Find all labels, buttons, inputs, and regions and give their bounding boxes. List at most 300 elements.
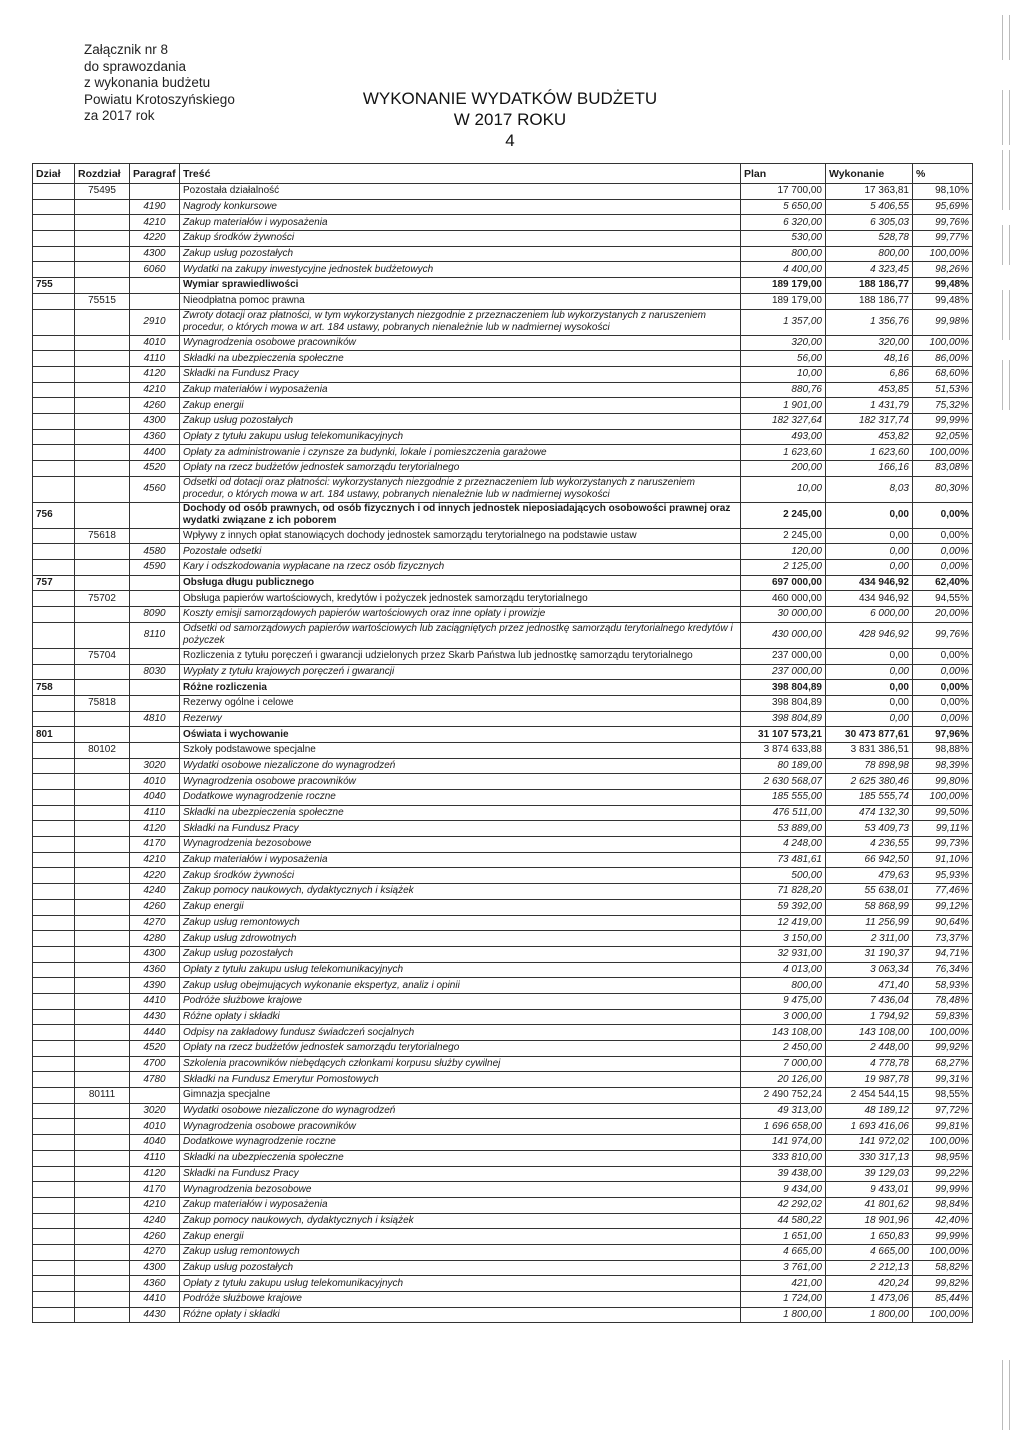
cell-paragraf [130, 648, 180, 664]
cell-procent: 100,00% [913, 790, 973, 806]
cell-dzial [33, 215, 75, 231]
cell-dzial [33, 335, 75, 351]
cell-wykonanie: 8,03 [826, 476, 913, 502]
cell-procent: 58,93% [913, 978, 973, 994]
cell-procent: 100,00% [913, 1244, 973, 1260]
table-row [33, 382, 973, 398]
cell-tresc: Oświata i wychowanie [180, 727, 741, 743]
cell-procent: 99,48% [913, 278, 973, 294]
cell-plan: 1 724,00 [741, 1292, 826, 1308]
cell-wykonanie: 0,00 [826, 544, 913, 560]
cell-procent: 62,40% [913, 575, 973, 591]
cell-dzial [33, 915, 75, 931]
table-row [33, 1135, 973, 1151]
table-row [33, 309, 973, 335]
table-row [33, 711, 973, 727]
table-row [33, 351, 973, 367]
cell-plan: 189 179,00 [741, 293, 826, 309]
cell-rozdzial [75, 946, 130, 962]
cell-dzial [33, 962, 75, 978]
cell-paragraf: 4430 [130, 1009, 180, 1025]
cell-tresc: Podróże służbowe krajowe [180, 993, 741, 1009]
cell-paragraf: 4240 [130, 884, 180, 900]
cell-dzial [33, 591, 75, 607]
cell-dzial [33, 382, 75, 398]
cell-dzial [33, 978, 75, 994]
cell-paragraf: 4580 [130, 544, 180, 560]
attachment-line: za 2017 rok [84, 108, 155, 123]
cell-wykonanie: 1 800,00 [826, 1307, 913, 1323]
cell-procent: 97,72% [913, 1103, 973, 1119]
cell-tresc: Szkolenia pracowników niebędących członkami korpusu służby cywilnej [180, 1056, 741, 1072]
table-row [33, 231, 973, 247]
cell-plan: 39 438,00 [741, 1166, 826, 1182]
cell-plan: 20 126,00 [741, 1072, 826, 1088]
table-header-row [33, 164, 973, 184]
cell-paragraf [130, 742, 180, 758]
cell-procent: 98,39% [913, 758, 973, 774]
cell-tresc: Składki na ubezpieczenia społeczne [180, 351, 741, 367]
cell-rozdzial [75, 774, 130, 790]
table-row [33, 1292, 973, 1308]
cell-tresc: Składki na Fundusz Emerytur Pomostowych [180, 1072, 741, 1088]
header-paragraf: Paragraf [130, 164, 180, 184]
cell-procent: 99,12% [913, 899, 973, 915]
cell-procent: 99,99% [913, 1229, 973, 1245]
cell-plan: 2 245,00 [741, 528, 826, 544]
cell-procent: 68,60% [913, 366, 973, 382]
cell-paragraf [130, 278, 180, 294]
cell-wykonanie: 3 831 386,51 [826, 742, 913, 758]
cell-plan: 398 804,89 [741, 695, 826, 711]
scan-edge-mark [1002, 360, 1010, 410]
cell-dzial [33, 1072, 75, 1088]
cell-dzial [33, 1150, 75, 1166]
cell-procent: 99,77% [913, 231, 973, 247]
cell-plan: 800,00 [741, 978, 826, 994]
cell-plan: 3 000,00 [741, 1009, 826, 1025]
cell-dzial [33, 1009, 75, 1025]
cell-plan: 31 107 573,21 [741, 727, 826, 743]
cell-procent: 80,30% [913, 476, 973, 502]
cell-plan: 17 700,00 [741, 184, 826, 200]
cell-procent: 99,81% [913, 1119, 973, 1135]
cell-tresc: Szkoły podstawowe specjalne [180, 742, 741, 758]
cell-procent: 99,48% [913, 293, 973, 309]
cell-wykonanie: 188 186,77 [826, 278, 913, 294]
header-plan: Plan [741, 164, 826, 184]
table-row [33, 1276, 973, 1292]
table-row [33, 528, 973, 544]
header-dzial: Dział [33, 164, 75, 184]
cell-rozdzial [75, 837, 130, 853]
cell-tresc: Zakup usług remontowych [180, 1244, 741, 1260]
cell-procent: 100,00% [913, 335, 973, 351]
cell-rozdzial [75, 262, 130, 278]
cell-tresc: Wydatki osobowe niezaliczone do wynagrodzeń [180, 758, 741, 774]
cell-rozdzial [75, 544, 130, 560]
cell-tresc: Składki na Fundusz Pracy [180, 366, 741, 382]
cell-paragraf: 4260 [130, 398, 180, 414]
cell-rozdzial [75, 476, 130, 502]
cell-procent: 0,00% [913, 544, 973, 560]
cell-paragraf: 4520 [130, 461, 180, 477]
cell-procent: 76,34% [913, 962, 973, 978]
cell-plan: 73 481,61 [741, 852, 826, 868]
cell-dzial [33, 1119, 75, 1135]
cell-dzial [33, 742, 75, 758]
cell-rozdzial [75, 962, 130, 978]
cell-dzial [33, 413, 75, 429]
cell-procent: 99,99% [913, 413, 973, 429]
cell-plan: 530,00 [741, 231, 826, 247]
cell-tresc: Opłaty na rzecz budżetów jednostek samorządu terytorialnego [180, 461, 741, 477]
cell-procent: 99,76% [913, 215, 973, 231]
cell-rozdzial: 75618 [75, 528, 130, 544]
cell-paragraf [130, 727, 180, 743]
cell-rozdzial [75, 1072, 130, 1088]
table-row [33, 366, 973, 382]
table-row [33, 1041, 973, 1057]
cell-wykonanie: 4 323,45 [826, 262, 913, 278]
cell-plan: 4 248,00 [741, 837, 826, 853]
cell-plan: 3 874 633,88 [741, 742, 826, 758]
table-row [33, 461, 973, 477]
table-row [33, 502, 973, 528]
cell-plan: 141 974,00 [741, 1135, 826, 1151]
cell-paragraf: 4300 [130, 246, 180, 262]
table-row [33, 946, 973, 962]
cell-paragraf: 4360 [130, 962, 180, 978]
cell-paragraf: 4280 [130, 931, 180, 947]
cell-plan: 460 000,00 [741, 591, 826, 607]
cell-wykonanie: 4 665,00 [826, 1244, 913, 1260]
cell-tresc: Zwroty dotacji oraz płatności, w tym wykorzystanych niezgodnie z przeznaczeniem lub wykorzystanych z naruszeniem procedur, o których mowa w art. 184 ustawy, pobranych nienależnie lub w nadmiernej wysokości [180, 309, 741, 335]
cell-plan: 697 000,00 [741, 575, 826, 591]
cell-paragraf: 4210 [130, 1197, 180, 1213]
cell-rozdzial [75, 805, 130, 821]
cell-dzial [33, 1276, 75, 1292]
cell-rozdzial [75, 993, 130, 1009]
cell-dzial [33, 946, 75, 962]
cell-wykonanie: 7 436,04 [826, 993, 913, 1009]
cell-rozdzial [75, 398, 130, 414]
table-row [33, 727, 973, 743]
cell-wykonanie: 143 108,00 [826, 1025, 913, 1041]
cell-tresc: Nieodpłatna pomoc prawna [180, 293, 741, 309]
cell-paragraf: 4260 [130, 1229, 180, 1245]
cell-wykonanie: 30 473 877,61 [826, 727, 913, 743]
cell-wykonanie: 58 868,99 [826, 899, 913, 915]
cell-dzial: 755 [33, 278, 75, 294]
cell-paragraf: 4190 [130, 199, 180, 215]
cell-tresc: Opłaty z tytułu zakupu usług telekomunikacyjnych [180, 429, 741, 445]
cell-wykonanie: 428 946,92 [826, 622, 913, 648]
cell-tresc: Gimnazja specjalne [180, 1088, 741, 1104]
cell-dzial [33, 837, 75, 853]
cell-plan: 500,00 [741, 868, 826, 884]
table-row [33, 1119, 973, 1135]
cell-dzial [33, 1056, 75, 1072]
cell-rozdzial [75, 1150, 130, 1166]
cell-tresc: Koszty emisji samorządowych papierów wartościowych oraz inne opłaty i prowizje [180, 607, 741, 623]
cell-tresc: Wynagrodzenia osobowe pracowników [180, 335, 741, 351]
cell-paragraf: 4560 [130, 476, 180, 502]
cell-tresc: Wynagrodzenia bezosobowe [180, 1182, 741, 1198]
cell-wykonanie: 188 186,77 [826, 293, 913, 309]
cell-tresc: Wypłaty z tytułu krajowych poręczeń i gwarancji [180, 664, 741, 680]
table-row [33, 544, 973, 560]
cell-tresc: Dodatkowe wynagrodzenie roczne [180, 1135, 741, 1151]
cell-rozdzial [75, 215, 130, 231]
cell-tresc: Wpływy z innych opłat stanowiących dochody jednostek samorządu terytorialnego na podstawie ustaw [180, 528, 741, 544]
cell-dzial [33, 1025, 75, 1041]
cell-plan: 2 490 752,24 [741, 1088, 826, 1104]
cell-procent: 99,76% [913, 622, 973, 648]
cell-dzial [33, 805, 75, 821]
cell-procent: 99,22% [913, 1166, 973, 1182]
cell-rozdzial [75, 1135, 130, 1151]
cell-tresc: Opłaty za administrowanie i czynsze za budynki, lokale i pomieszczenia garażowe [180, 445, 741, 461]
cell-wykonanie: 1 623,60 [826, 445, 913, 461]
cell-tresc: Odsetki od dotacji oraz płatności: wykorzystanych niezgodnie z przeznaczeniem lub wykorzystanych z naruszeniem procedur, o których mowa w art. 184 ustawy, pobranych nienależnie lub w nadmiernej wysokości [180, 476, 741, 502]
cell-rozdzial [75, 351, 130, 367]
cell-procent: 59,83% [913, 1009, 973, 1025]
table-row [33, 293, 973, 309]
cell-dzial [33, 1103, 75, 1119]
cell-rozdzial [75, 278, 130, 294]
cell-rozdzial [75, 821, 130, 837]
cell-procent: 99,50% [913, 805, 973, 821]
cell-dzial [33, 868, 75, 884]
cell-plan: 1 901,00 [741, 398, 826, 414]
cell-tresc: Wynagrodzenia osobowe pracowników [180, 1119, 741, 1135]
cell-rozdzial [75, 560, 130, 576]
cell-paragraf: 4270 [130, 1244, 180, 1260]
cell-tresc: Pozostała działalność [180, 184, 741, 200]
cell-dzial [33, 199, 75, 215]
table-row [33, 246, 973, 262]
cell-procent: 78,48% [913, 993, 973, 1009]
cell-procent: 42,40% [913, 1213, 973, 1229]
cell-plan: 56,00 [741, 351, 826, 367]
table-row [33, 758, 973, 774]
cell-dzial [33, 1166, 75, 1182]
cell-plan: 2 450,00 [741, 1041, 826, 1057]
cell-procent: 100,00% [913, 1135, 973, 1151]
header-tresc: Treść [180, 164, 741, 184]
cell-dzial [33, 1197, 75, 1213]
table-row [33, 931, 973, 947]
cell-paragraf: 4300 [130, 946, 180, 962]
cell-wykonanie: 0,00 [826, 695, 913, 711]
cell-rozdzial: 75495 [75, 184, 130, 200]
cell-tresc: Zakup usług zdrowotnych [180, 931, 741, 947]
cell-plan: 200,00 [741, 461, 826, 477]
cell-paragraf: 4210 [130, 382, 180, 398]
cell-wykonanie: 6 305,03 [826, 215, 913, 231]
cell-plan: 42 292,02 [741, 1197, 826, 1213]
table-row [33, 821, 973, 837]
cell-dzial [33, 758, 75, 774]
cell-procent: 100,00% [913, 246, 973, 262]
cell-tresc: Pozostałe odsetki [180, 544, 741, 560]
cell-plan: 120,00 [741, 544, 826, 560]
cell-tresc: Zakup energii [180, 1229, 741, 1245]
cell-rozdzial [75, 1009, 130, 1025]
cell-wykonanie: 19 987,78 [826, 1072, 913, 1088]
cell-wykonanie: 185 555,74 [826, 790, 913, 806]
cell-tresc: Rezerwy ogólne i celowe [180, 695, 741, 711]
cell-paragraf: 4520 [130, 1041, 180, 1057]
table-row [33, 1103, 973, 1119]
cell-rozdzial [75, 1229, 130, 1245]
cell-rozdzial [75, 1056, 130, 1072]
cell-wykonanie: 1 693 416,06 [826, 1119, 913, 1135]
cell-tresc: Zakup usług pozostałych [180, 246, 741, 262]
title-year: W 2017 ROKU [453, 110, 567, 129]
table-row [33, 962, 973, 978]
cell-plan: 30 000,00 [741, 607, 826, 623]
table-row [33, 805, 973, 821]
cell-paragraf: 4120 [130, 1166, 180, 1182]
cell-paragraf [130, 680, 180, 696]
table-row [33, 1150, 973, 1166]
cell-dzial [33, 1041, 75, 1057]
cell-rozdzial [75, 868, 130, 884]
cell-dzial: 756 [33, 502, 75, 528]
cell-rozdzial [75, 246, 130, 262]
cell-rozdzial [75, 1025, 130, 1041]
table-row [33, 1229, 973, 1245]
cell-plan: 44 580,22 [741, 1213, 826, 1229]
table-row [33, 607, 973, 623]
cell-wykonanie: 2 454 544,15 [826, 1088, 913, 1104]
cell-dzial [33, 774, 75, 790]
cell-wykonanie: 6 000,00 [826, 607, 913, 623]
cell-dzial [33, 544, 75, 560]
cell-wykonanie: 2 625 380,46 [826, 774, 913, 790]
cell-tresc: Zakup energii [180, 398, 741, 414]
cell-rozdzial [75, 884, 130, 900]
cell-wykonanie: 474 132,30 [826, 805, 913, 821]
cell-rozdzial [75, 309, 130, 335]
cell-paragraf: 4210 [130, 852, 180, 868]
cell-wykonanie: 0,00 [826, 664, 913, 680]
table-body [33, 184, 973, 1323]
table-row [33, 993, 973, 1009]
cell-plan: 49 313,00 [741, 1103, 826, 1119]
cell-plan: 10,00 [741, 476, 826, 502]
cell-tresc: Obsługa papierów wartościowych, kredytów i pożyczek jednostek samorządu terytorialnego [180, 591, 741, 607]
table-row [33, 1009, 973, 1025]
table-row [33, 184, 973, 200]
cell-paragraf: 4300 [130, 413, 180, 429]
cell-dzial [33, 476, 75, 502]
cell-paragraf: 4110 [130, 805, 180, 821]
cell-wykonanie: 320,00 [826, 335, 913, 351]
cell-wykonanie: 141 972,02 [826, 1135, 913, 1151]
cell-tresc: Zakup materiałów i wyposażenia [180, 382, 741, 398]
table-row [33, 1056, 973, 1072]
cell-wykonanie: 800,00 [826, 246, 913, 262]
cell-paragraf: 4360 [130, 429, 180, 445]
table-row [33, 680, 973, 696]
cell-wykonanie: 17 363,81 [826, 184, 913, 200]
cell-wykonanie: 0,00 [826, 528, 913, 544]
cell-plan: 7 000,00 [741, 1056, 826, 1072]
cell-wykonanie: 471,40 [826, 978, 913, 994]
cell-procent: 99,11% [913, 821, 973, 837]
cell-procent: 92,05% [913, 429, 973, 445]
cell-wykonanie: 66 942,50 [826, 852, 913, 868]
cell-paragraf: 8090 [130, 607, 180, 623]
header-rozdzial: Rozdział [75, 164, 130, 184]
cell-dzial [33, 1260, 75, 1276]
cell-wykonanie: 1 356,76 [826, 309, 913, 335]
cell-dzial [33, 607, 75, 623]
cell-dzial [33, 852, 75, 868]
cell-dzial [33, 429, 75, 445]
cell-procent: 0,00% [913, 502, 973, 528]
cell-paragraf: 4010 [130, 335, 180, 351]
cell-paragraf: 4410 [130, 993, 180, 1009]
cell-paragraf: 4410 [130, 1292, 180, 1308]
table-row [33, 664, 973, 680]
cell-paragraf: 6060 [130, 262, 180, 278]
cell-rozdzial [75, 1244, 130, 1260]
cell-procent: 100,00% [913, 1307, 973, 1323]
cell-rozdzial [75, 1166, 130, 1182]
table-row [33, 199, 973, 215]
title-line: WYKONANIE WYDATKÓW BUDŻETU [362, 89, 658, 108]
cell-plan: 800,00 [741, 246, 826, 262]
scan-edge-mark [1002, 1360, 1010, 1430]
cell-dzial [33, 1307, 75, 1323]
header-procent: % [913, 164, 973, 184]
cell-paragraf: 4300 [130, 1260, 180, 1276]
attachment-line: Załącznik nr 8 [84, 42, 169, 57]
table-row [33, 742, 973, 758]
cell-wykonanie: 4 778,78 [826, 1056, 913, 1072]
cell-plan: 421,00 [741, 1276, 826, 1292]
cell-plan: 2 125,00 [741, 560, 826, 576]
table-row [33, 790, 973, 806]
cell-plan: 320,00 [741, 335, 826, 351]
cell-plan: 4 013,00 [741, 962, 826, 978]
cell-wykonanie: 330 317,13 [826, 1150, 913, 1166]
cell-procent: 0,00% [913, 664, 973, 680]
cell-dzial [33, 993, 75, 1009]
cell-tresc: Składki na ubezpieczenia społeczne [180, 805, 741, 821]
table-row [33, 575, 973, 591]
cell-tresc: Zakup pomocy naukowych, dydaktycznych i książek [180, 884, 741, 900]
cell-rozdzial [75, 607, 130, 623]
table-row [33, 215, 973, 231]
cell-rozdzial [75, 413, 130, 429]
cell-paragraf: 4220 [130, 231, 180, 247]
cell-dzial [33, 664, 75, 680]
cell-plan: 59 392,00 [741, 899, 826, 915]
cell-wykonanie: 479,63 [826, 868, 913, 884]
cell-wykonanie: 434 946,92 [826, 591, 913, 607]
cell-dzial [33, 790, 75, 806]
cell-plan: 53 889,00 [741, 821, 826, 837]
cell-procent: 0,00% [913, 528, 973, 544]
cell-paragraf: 2910 [130, 309, 180, 335]
table-row [33, 1166, 973, 1182]
cell-dzial [33, 231, 75, 247]
